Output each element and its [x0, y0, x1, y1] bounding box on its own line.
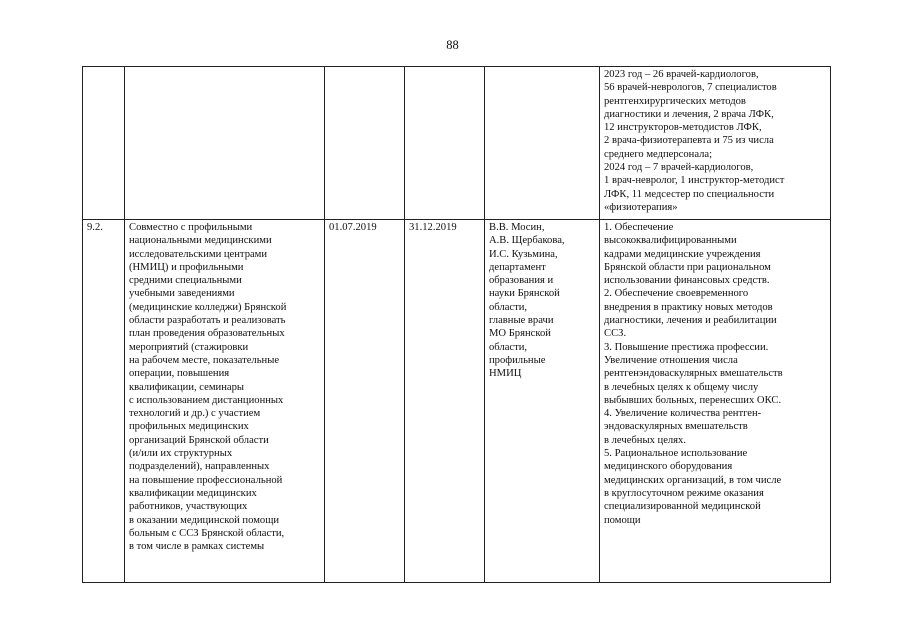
row-number-cell: 9.2. [83, 220, 125, 583]
table-row-9-2 [83, 220, 831, 583]
responsible-cell [485, 67, 600, 220]
plan-table [82, 66, 831, 583]
end-date-cell: 31.12.2019 [405, 220, 485, 583]
page-number: 88 [446, 38, 459, 52]
result-cell: 1. Обеспечение высококвалифицированными кадрами медицинские учреждения Брянской области при рациональном использовании финансовых средств. 2. Обеспечение своевременного внедрения в практику новых методов диагностики, лечения и реабилитации ССЗ. 3. Повышение престижа профессии. Увеличение отношения числа рентгенэндоваскулярных вмешательств в лечебных целях к общему числу выбывших больных, перенесших ОКС. 4. Увеличение количества рентген- эндоваскулярных вмешательств в лечебных целях. 5. Рациональное использование медицинского оборудования медицинских организаций, в том числе в круглосуточном режиме оказания специализированной медицинской помощи [600, 220, 831, 583]
activity-cell: Совместно с профильными национальными медицинскими исследовательскими центрами (НМИЦ) и профильными средними специальными учебными заведениями (медицинские колледжи) Брянской области разработать и реализовать план проведения образовательных мероприятий (стажировки на рабочем месте, показательные операции, повышения квалификации, семинары с использованием дистанционных технологий и др.) с участием профильных медицинских организаций Брянской области (и/или их структурных подразделений), направленных на повышение профессиональной квалификации медицинских работников, участвующих в оказании медицинской помощи больным с ССЗ Брянской области, в том числе в рамках системы [125, 220, 325, 583]
end-date-cell [405, 67, 485, 220]
row-number-cell [83, 67, 125, 220]
start-date-cell: 01.07.2019 [325, 220, 405, 583]
table-row-continued [83, 67, 831, 220]
result-cell: 2023 год – 26 врачей-кардиологов, 56 врачей-неврологов, 7 специалистов рентгенхирургических методов диагностики и лечения, 2 врача ЛФК, 12 инструкторов-методистов ЛФК, 2 врача-физиотерапевта и 75 из числа среднего медперсонала; 2024 год – 7 врачей-кардиологов, 1 врач-невролог, 1 инструктор-методист ЛФК, 11 медсестер по специальности «физиотерапия» [600, 67, 831, 220]
start-date-cell [325, 67, 405, 220]
responsible-cell: В.В. Мосин, А.В. Щербакова, И.С. Кузьмина, департамент образования и науки Брянской области, главные врачи МО Брянской области, профильные НМИЦ [485, 220, 600, 583]
activity-cell [125, 67, 325, 220]
